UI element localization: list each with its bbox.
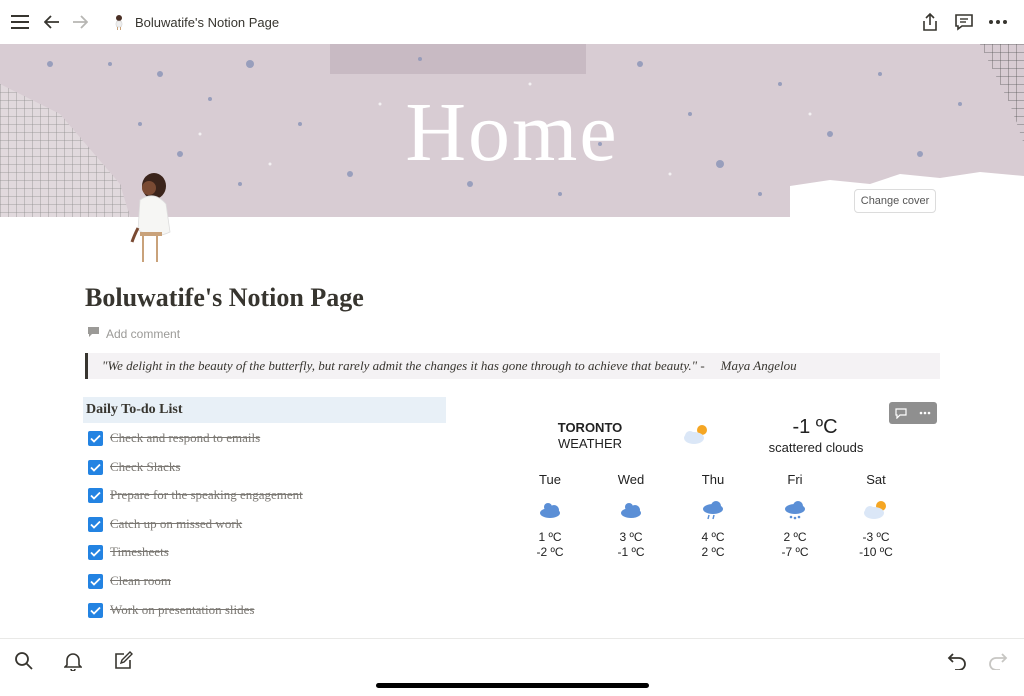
todo-item[interactable] — [88, 601, 254, 619]
todo-item-label: Check and respond to emails — [110, 430, 261, 445]
todo-list-header[interactable]: Daily To-do List — [83, 397, 446, 423]
snow-icon — [765, 490, 825, 530]
redo-icon[interactable] — [986, 649, 1010, 673]
todo-item[interactable] — [88, 458, 180, 476]
forecast-low: -2 ºC — [536, 545, 564, 559]
undo-icon[interactable] — [945, 649, 969, 673]
forecast-high: -3 ºC — [862, 530, 890, 544]
todo-item-label: Prepare for the speaking engagement — [110, 487, 303, 502]
comment-icon — [87, 326, 100, 341]
weather-label: WEATHER — [557, 436, 623, 451]
change-cover-button[interactable]: Change cover — [854, 189, 936, 213]
cover-title: Home — [405, 86, 619, 179]
todo-item[interactable] — [88, 543, 169, 561]
checkbox-checked[interactable] — [88, 488, 103, 503]
forecast-day-name: Thu — [701, 472, 725, 487]
current-temperature: -1 ºC — [792, 416, 838, 438]
checkbox-checked[interactable] — [88, 460, 103, 475]
todo-item[interactable] — [88, 572, 171, 590]
more-icon[interactable] — [913, 402, 937, 424]
todo-item[interactable] — [88, 515, 242, 533]
forecast-day — [520, 472, 580, 560]
quote-block[interactable] — [85, 353, 940, 379]
checkbox-checked[interactable] — [88, 517, 103, 532]
todo-item-label: Catch up on missed work — [110, 516, 243, 531]
comment-icon[interactable] — [889, 402, 913, 424]
todo-item[interactable] — [88, 429, 260, 447]
forecast-day — [765, 472, 825, 560]
quote-text: "We delight in the beauty of the butterfly, but rarely admit the changes it has gone through to achieve that beauty." - — [102, 358, 705, 373]
comments-icon[interactable] — [952, 10, 976, 34]
forecast-high: 2 ºC — [783, 530, 807, 544]
forecast-day-name: Tue — [539, 472, 561, 487]
page-icon-illustration[interactable] — [122, 170, 182, 264]
add-comment-button[interactable] — [87, 326, 180, 341]
search-icon[interactable] — [12, 649, 36, 673]
home-indicator[interactable] — [376, 683, 649, 688]
checkbox-checked[interactable] — [88, 431, 103, 446]
compose-icon[interactable] — [111, 649, 135, 673]
forecast-day — [683, 472, 743, 560]
todo-item-label: Work on presentation slides — [110, 602, 255, 617]
quote-author: Maya Angelou — [720, 358, 797, 373]
current-condition: scattered clouds — [768, 440, 864, 455]
forecast-day-name: Fri — [787, 472, 803, 487]
add-comment-label: Add comment — [106, 326, 181, 341]
forecast-low: -10 ºC — [859, 545, 893, 559]
cloudy-icon — [520, 490, 580, 530]
forecast-low: -1 ºC — [617, 545, 645, 559]
todo-item[interactable] — [88, 486, 303, 504]
forecast-day — [846, 472, 906, 560]
todo-item-label: Clean room — [110, 573, 172, 588]
forecast-high: 3 ºC — [619, 530, 643, 544]
page-icon — [112, 14, 126, 30]
more-icon[interactable] — [986, 10, 1010, 34]
share-icon[interactable] — [918, 10, 942, 34]
todo-item-label: Check Slacks — [110, 459, 181, 474]
page-title[interactable]: Boluwatife's Notion Page — [85, 283, 364, 312]
menu-icon[interactable] — [8, 10, 32, 34]
forecast-day-name: Wed — [617, 472, 645, 487]
forward-arrow-icon[interactable] — [68, 10, 92, 34]
forecast-high: 4 ºC — [701, 530, 725, 544]
rain-icon — [683, 490, 743, 530]
forecast-low: 2 ºC — [701, 545, 725, 559]
forecast-day-name: Sat — [866, 472, 886, 487]
forecast-low: -7 ºC — [781, 545, 809, 559]
checkbox-checked[interactable] — [88, 545, 103, 560]
partly-cloudy-icon — [846, 490, 906, 530]
breadcrumb-title[interactable]: Boluwatife's Notion Page — [135, 15, 280, 30]
bell-icon[interactable] — [61, 649, 85, 673]
forecast-high: 1 ºC — [538, 530, 562, 544]
checkbox-checked[interactable] — [88, 574, 103, 589]
checkbox-checked[interactable] — [88, 603, 103, 618]
weather-city: TORONTO — [557, 420, 623, 435]
cloudy-icon — [601, 490, 661, 530]
top-bar — [0, 0, 1024, 44]
back-arrow-icon[interactable] — [40, 10, 64, 34]
partly-cloudy-icon — [681, 422, 711, 446]
todo-item-label: Timesheets — [110, 544, 169, 559]
forecast-day — [601, 472, 661, 560]
widget-toolbar — [889, 402, 937, 424]
